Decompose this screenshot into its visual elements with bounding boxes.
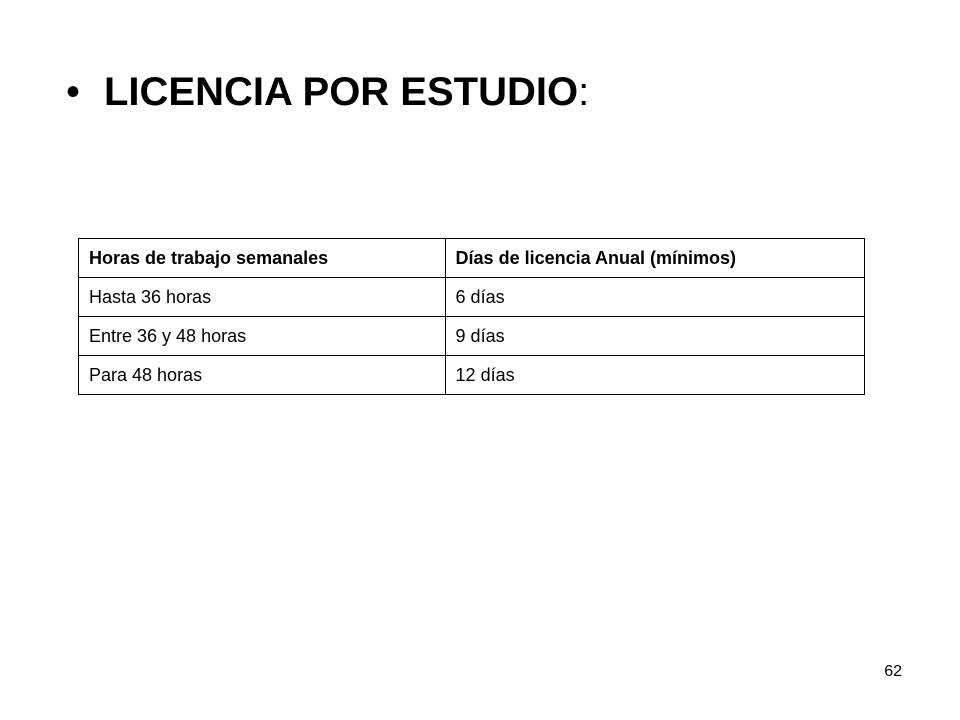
- cell-dias: 6 días: [445, 278, 864, 317]
- title-text: LICENCIA POR ESTUDIO: [104, 70, 579, 114]
- slide-title: [66, 70, 589, 115]
- table-row: [79, 356, 865, 395]
- cell-horas: Hasta 36 horas: [79, 278, 446, 317]
- header-horas: Horas de trabajo semanales: [79, 239, 446, 278]
- table-row: [79, 317, 865, 356]
- cell-dias: 9 días: [445, 317, 864, 356]
- licencia-table: [78, 238, 865, 395]
- table-row: [79, 278, 865, 317]
- table-header-row: [79, 239, 865, 278]
- page-number: 62: [884, 663, 902, 680]
- header-dias: Días de licencia Anual (mínimos): [445, 239, 864, 278]
- cell-horas: Entre 36 y 48 horas: [79, 317, 446, 356]
- title-colon: :: [578, 70, 590, 114]
- cell-horas: Para 48 horas: [79, 356, 446, 395]
- bullet-icon: •: [66, 70, 81, 114]
- cell-dias: 12 días: [445, 356, 864, 395]
